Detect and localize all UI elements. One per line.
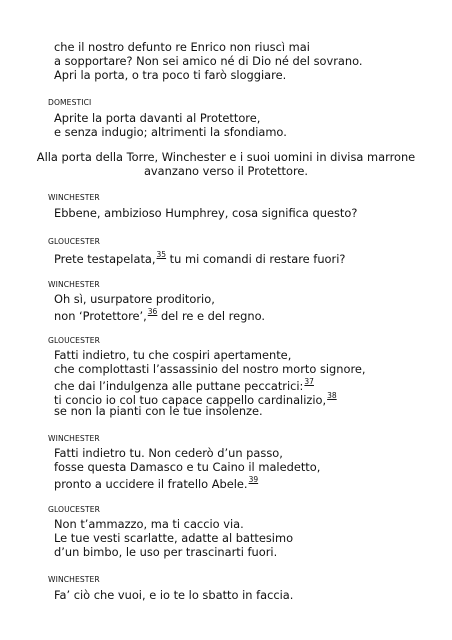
verse-line: d’un bimbo, le uso per trascinarti fuori. xyxy=(54,545,278,559)
verse-line: che il nostro defunto re Enrico non riuscì mai xyxy=(54,40,310,54)
verse-line: Oh sì, usurpatore proditorio, xyxy=(54,292,215,306)
speaker-name: DOMESTICI xyxy=(48,98,92,107)
verse-line: Prete testapelata,$^{35}$ tu mi comandi di restare fuori? xyxy=(54,250,346,266)
verse-line: Ebbene, ambizioso Humphrey, cosa significa questo? xyxy=(54,206,358,220)
verse-line: Fa’ ciò che vuoi, e io te lo sbatto in faccia. xyxy=(54,588,294,602)
verse-line: Fatti indietro tu. Non cederò d’un passo, xyxy=(54,446,283,460)
speaker-name: WINCHESTER xyxy=(48,193,100,202)
verse-line: fosse questa Damasco e tu Caino il maledetto, xyxy=(54,460,321,474)
verse-line: non ‘Protettore’,$^{36}$ del re e del regno. xyxy=(54,307,265,323)
verse-line: Non t’ammazzo, ma ti caccio via. xyxy=(54,517,244,531)
footnote-ref[interactable]: 36 xyxy=(147,307,158,316)
speaker-name: GLOUCESTER xyxy=(48,336,101,345)
verse-line: Apri la porta, o tra poco ti farò sloggiare. xyxy=(54,68,287,82)
verse-line: se non la pianti con le tue insolenze. xyxy=(54,404,263,418)
verse-line: Le tue vesti scarlatte, adatte al battesimo xyxy=(54,531,294,545)
verse-line: a sopportare? Non sei amico né di Dio né del sovrano. xyxy=(54,54,363,68)
verse-line: ti concio io col tuo capace cappello cardinalizio,$^{38}$ xyxy=(54,391,337,407)
speaker-name: WINCHESTER xyxy=(48,280,100,289)
stage-direction: Alla porta della Torre, Winchester e i suoi uomini in divisa marrone xyxy=(36,150,416,164)
footnote-ref[interactable]: 35 xyxy=(156,250,167,259)
stage-direction: avanzano verso il Protettore. xyxy=(143,164,309,178)
speaker-name: GLOUCESTER xyxy=(48,237,101,246)
footnote-ref[interactable]: 39 xyxy=(248,475,259,484)
footnote-ref[interactable]: 37 xyxy=(304,377,314,386)
verse-line: pronto a uccidere il fratello Abele.$^{39}$ xyxy=(54,475,259,491)
verse-line: Fatti indietro, tu che cospiri apertamente, xyxy=(54,348,292,362)
verse-line: che complottasti l’assassinio del nostro morto signore, xyxy=(54,362,366,376)
verse-line: Aprite la porta davanti al Protettore, xyxy=(54,111,261,125)
speaker-name: WINCHESTER xyxy=(48,575,100,584)
speaker-name: WINCHESTER xyxy=(48,434,100,443)
footnote-ref[interactable]: 38 xyxy=(327,391,337,400)
verse-line: e senza indugio; altrimenti la sfondiamo. xyxy=(54,125,287,139)
speaker-name: GLOUCESTER xyxy=(48,505,101,514)
verse-line: che dai l’indulgenza alle puttane peccatrici:$^{37}$ xyxy=(54,377,314,393)
